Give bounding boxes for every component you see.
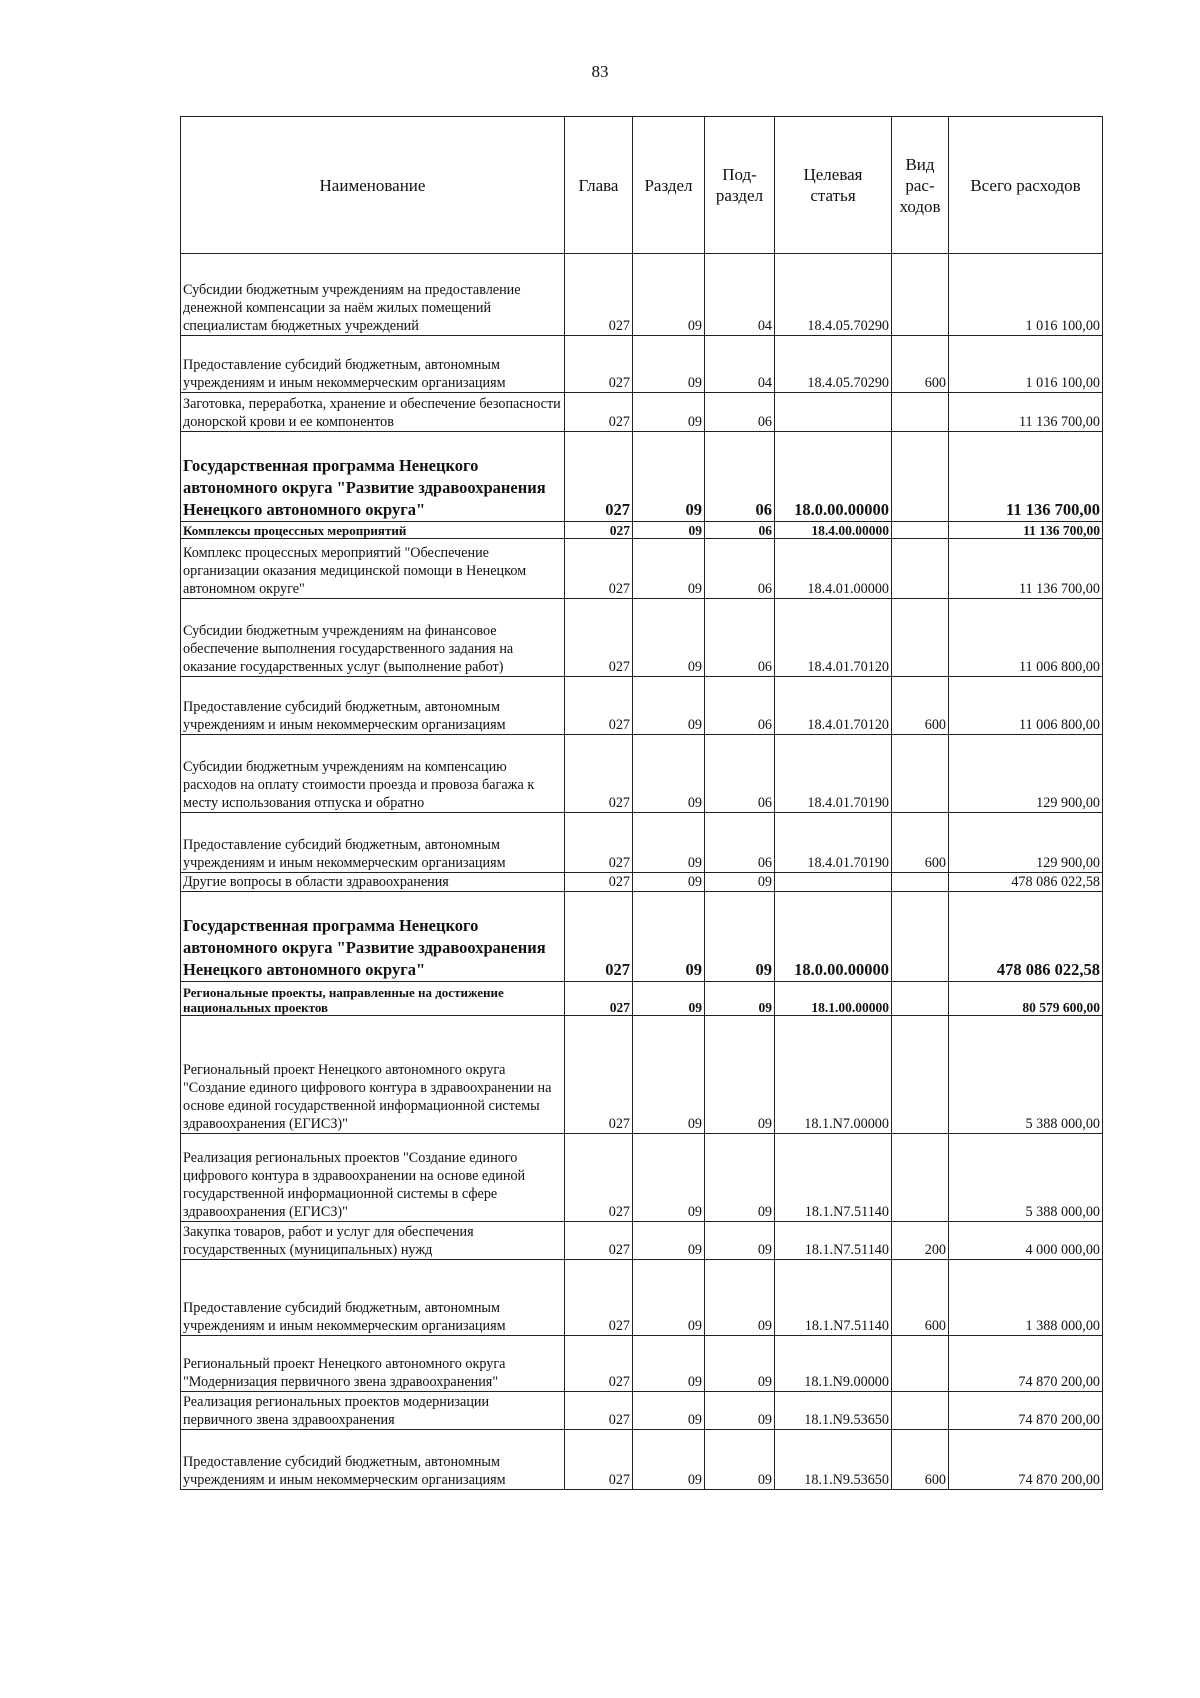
cell-section: 09 [633,813,705,873]
cell-type: 600 [892,1430,949,1490]
cell-target: 18.4.01.70190 [775,813,892,873]
cell-chapter: 027 [565,1134,633,1222]
cell-chapter: 027 [565,1016,633,1134]
cell-subsection: 06 [705,677,775,735]
cell-type [892,1392,949,1430]
cell-type [892,1336,949,1392]
table-row [181,1392,1103,1430]
cell-total: 478 086 022,58 [949,892,1103,982]
cell-section: 09 [633,735,705,813]
cell-type [892,982,949,1016]
cell-section: 09 [633,432,705,522]
table-row [181,432,1103,522]
table-header-row [181,117,1103,254]
cell-section: 09 [633,1392,705,1430]
cell-name: Предоставление субсидий бюджетным, автономным учреждениям и иным некоммерческим организациям [181,1260,565,1336]
header-type: Вид рас- ходов [892,117,949,254]
cell-total: 1 016 100,00 [949,336,1103,393]
cell-total: 1 016 100,00 [949,254,1103,336]
cell-chapter: 027 [565,982,633,1016]
cell-total: 11 136 700,00 [949,522,1103,539]
cell-total: 74 870 200,00 [949,1430,1103,1490]
cell-total: 129 900,00 [949,735,1103,813]
cell-total: 11 006 800,00 [949,599,1103,677]
cell-target: 18.4.01.00000 [775,539,892,599]
cell-target: 18.1.00.00000 [775,982,892,1016]
cell-chapter: 027 [565,336,633,393]
cell-subsection: 06 [705,735,775,813]
cell-total: 5 388 000,00 [949,1016,1103,1134]
table-row [181,1016,1103,1134]
cell-total: 80 579 600,00 [949,982,1103,1016]
cell-target [775,393,892,432]
table-row [181,813,1103,873]
cell-total: 11 136 700,00 [949,432,1103,522]
cell-section: 09 [633,539,705,599]
cell-name: Комплекс процессных мероприятий "Обеспечение организации оказания медицинской помощи в Ненецком автономном округе" [181,539,565,599]
cell-chapter: 027 [565,1260,633,1336]
cell-type: 600 [892,813,949,873]
cell-type: 600 [892,1260,949,1336]
cell-section: 09 [633,254,705,336]
cell-chapter: 027 [565,599,633,677]
cell-section: 09 [633,1260,705,1336]
table-row [181,254,1103,336]
table-row [181,599,1103,677]
cell-name: Закупка товаров, работ и услуг для обеспечения государственных (муниципальных) нужд [181,1222,565,1260]
cell-subsection: 06 [705,599,775,677]
cell-type: 600 [892,677,949,735]
cell-chapter: 027 [565,892,633,982]
cell-section: 09 [633,393,705,432]
table-row [181,522,1103,539]
cell-target: 18.1.N7.00000 [775,1016,892,1134]
cell-total: 4 000 000,00 [949,1222,1103,1260]
cell-name: Субсидии бюджетным учреждениям на финансовое обеспечение выполнения государственного задания на оказание государственных услуг (выполнение работ) [181,599,565,677]
cell-name: Предоставление субсидий бюджетным, автономным учреждениям и иным некоммерческим организациям [181,677,565,735]
header-target: Целевая статья [775,117,892,254]
table-row [181,677,1103,735]
cell-name: Субсидии бюджетным учреждениям на предоставление денежной компенсации за наём жилых помещений специалистам бюджетных учреждений [181,254,565,336]
cell-chapter: 027 [565,873,633,892]
cell-subsection: 09 [705,1016,775,1134]
table-row [181,735,1103,813]
cell-target: 18.1.N9.00000 [775,1336,892,1392]
cell-subsection: 06 [705,539,775,599]
cell-chapter: 027 [565,539,633,599]
cell-target: 18.4.01.70120 [775,677,892,735]
cell-name: Предоставление субсидий бюджетным, автономным учреждениям и иным некоммерческим организациям [181,1430,565,1490]
cell-subsection: 09 [705,1336,775,1392]
cell-name: Заготовка, переработка, хранение и обеспечение безопасности донорской крови и ее компонентов [181,393,565,432]
cell-type [892,873,949,892]
cell-chapter: 027 [565,1222,633,1260]
cell-subsection: 09 [705,1392,775,1430]
cell-section: 09 [633,522,705,539]
table-row [181,393,1103,432]
cell-name: Субсидии бюджетным учреждениям на компенсацию расходов на оплату стоимости проезда и провоза багажа к месту использования отпуска и обратно [181,735,565,813]
cell-target: 18.4.01.70190 [775,735,892,813]
cell-type [892,432,949,522]
cell-target: 18.1.N7.51140 [775,1222,892,1260]
cell-section: 09 [633,1336,705,1392]
header-subsection: Под- раздел [705,117,775,254]
cell-chapter: 027 [565,1430,633,1490]
cell-chapter: 027 [565,432,633,522]
cell-name: Реализация региональных проектов модернизации первичного звена здравоохранения [181,1392,565,1430]
cell-type [892,254,949,336]
cell-subsection: 06 [705,813,775,873]
cell-subsection: 09 [705,1260,775,1336]
cell-target [775,873,892,892]
cell-target: 18.4.05.70290 [775,336,892,393]
cell-target: 18.4.00.00000 [775,522,892,539]
cell-name: Региональный проект Ненецкого автономного округа "Создание единого цифрового контура в здравоохранении на основе единой государственной информационной системы здравоохранения (ЕГИСЗ)" [181,1016,565,1134]
cell-section: 09 [633,677,705,735]
cell-section: 09 [633,873,705,892]
cell-type [892,539,949,599]
cell-subsection: 09 [705,873,775,892]
cell-subsection: 06 [705,522,775,539]
cell-section: 09 [633,982,705,1016]
cell-section: 09 [633,336,705,393]
cell-subsection: 09 [705,1222,775,1260]
cell-total: 11 136 700,00 [949,393,1103,432]
table-row [181,1430,1103,1490]
cell-total: 11 006 800,00 [949,677,1103,735]
cell-chapter: 027 [565,1336,633,1392]
cell-total: 11 136 700,00 [949,539,1103,599]
cell-section: 09 [633,599,705,677]
cell-total: 478 086 022,58 [949,873,1103,892]
cell-chapter: 027 [565,522,633,539]
cell-subsection: 04 [705,254,775,336]
cell-name: Предоставление субсидий бюджетным, автономным учреждениям и иным некоммерческим организациям [181,336,565,393]
cell-target: 18.4.05.70290 [775,254,892,336]
cell-chapter: 027 [565,254,633,336]
cell-name: Региональные проекты, направленные на достижение национальных проектов [181,982,565,1016]
cell-chapter: 027 [565,677,633,735]
cell-section: 09 [633,1430,705,1490]
table-row [181,336,1103,393]
cell-total: 1 388 000,00 [949,1260,1103,1336]
page-number: 83 [591,62,609,81]
cell-type [892,735,949,813]
cell-name: Государственная программа Ненецкого автономного округа "Развитие здравоохранения Ненецкого автономного округа" [181,432,565,522]
table-row [181,1134,1103,1222]
cell-type [892,599,949,677]
table-row [181,539,1103,599]
cell-subsection: 04 [705,336,775,393]
table-row [181,1260,1103,1336]
cell-section: 09 [633,1222,705,1260]
cell-chapter: 027 [565,393,633,432]
cell-target: 18.1.N7.51140 [775,1260,892,1336]
table-row [181,1222,1103,1260]
cell-chapter: 027 [565,735,633,813]
header-name: Наименование [181,117,565,254]
cell-target: 18.1.N9.53650 [775,1430,892,1490]
cell-subsection: 09 [705,1430,775,1490]
cell-subsection: 06 [705,393,775,432]
header-total: Всего расходов [949,117,1103,254]
cell-type: 600 [892,336,949,393]
cell-target: 18.0.00.00000 [775,892,892,982]
table-row [181,873,1103,892]
cell-subsection: 09 [705,982,775,1016]
cell-target: 18.1.N7.51140 [775,1134,892,1222]
cell-type [892,522,949,539]
cell-section: 09 [633,1134,705,1222]
cell-name: Реализация региональных проектов "Создание единого цифрового контура в здравоохранении на основе единой государственной информационной системы в сфере здравоохранения (ЕГИСЗ)" [181,1134,565,1222]
cell-chapter: 027 [565,813,633,873]
cell-name: Другие вопросы в области здравоохранения [181,873,565,892]
table-row [181,982,1103,1016]
cell-name: Предоставление субсидий бюджетным, автономным учреждениям и иным некоммерческим организациям [181,813,565,873]
header-chapter: Глава [565,117,633,254]
cell-total: 74 870 200,00 [949,1336,1103,1392]
cell-total: 129 900,00 [949,813,1103,873]
cell-chapter: 027 [565,1392,633,1430]
cell-total: 74 870 200,00 [949,1392,1103,1430]
cell-type [892,1016,949,1134]
budget-table [180,116,1103,1490]
table-body [181,254,1103,1490]
cell-type [892,1134,949,1222]
cell-subsection: 09 [705,892,775,982]
table-row [181,892,1103,982]
cell-name: Государственная программа Ненецкого автономного округа "Развитие здравоохранения Ненецкого автономного округа" [181,892,565,982]
cell-type: 200 [892,1222,949,1260]
cell-section: 09 [633,1016,705,1134]
cell-subsection: 09 [705,1134,775,1222]
cell-total: 5 388 000,00 [949,1134,1103,1222]
table-row [181,1336,1103,1392]
cell-name: Комплексы процессных мероприятий [181,522,565,539]
cell-name: Региональный проект Ненецкого автономного округа "Модернизация первичного звена здравоохранения" [181,1336,565,1392]
cell-type [892,393,949,432]
cell-type [892,892,949,982]
cell-subsection: 06 [705,432,775,522]
cell-target: 18.0.00.00000 [775,432,892,522]
cell-section: 09 [633,892,705,982]
cell-target: 18.1.N9.53650 [775,1392,892,1430]
header-section: Раздел [633,117,705,254]
cell-target: 18.4.01.70120 [775,599,892,677]
